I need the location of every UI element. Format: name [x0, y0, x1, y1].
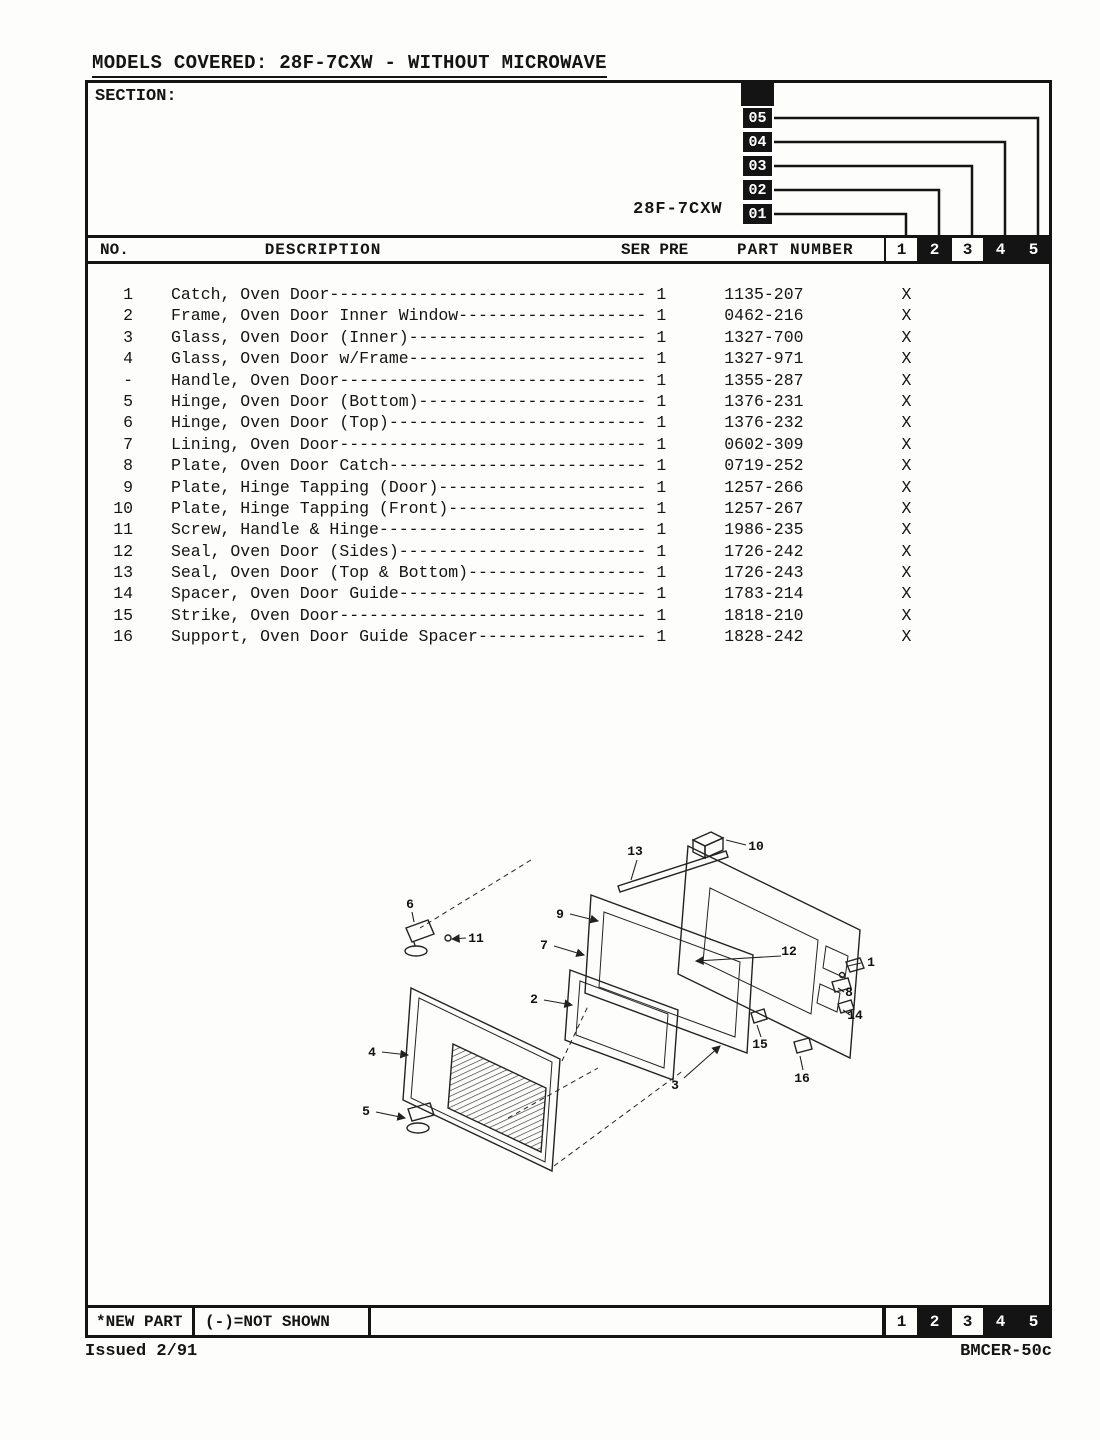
row-description: Glass, Oven Door w/Frame------------------------: [171, 349, 647, 369]
row-mark: [1022, 284, 1055, 305]
row-mark: [923, 626, 956, 647]
callout-3: 3: [671, 1078, 679, 1093]
row-no: 10: [113, 498, 133, 518]
row-mark: [989, 434, 1022, 455]
row-part-number: 0719-252: [724, 456, 804, 476]
row-mark: [1022, 605, 1055, 626]
row-part-number: 0602-309: [724, 434, 804, 454]
row-part-number: 1327-971: [724, 349, 804, 369]
row-marks: [890, 541, 1055, 562]
row-mark: [923, 562, 956, 583]
row-qty: 1: [656, 285, 667, 304]
table-row: [88, 391, 1049, 412]
table-row: [88, 477, 1049, 498]
row-mark: [1022, 626, 1055, 647]
row-part-number: 1986-235: [724, 520, 804, 540]
row-mark: [1022, 477, 1055, 498]
row-no: 14: [113, 584, 133, 604]
row-mark: [956, 370, 989, 391]
row-qty: 1: [656, 370, 667, 390]
row-mark: [989, 583, 1022, 604]
row-mark: X: [901, 584, 912, 604]
row-qty: 1: [656, 306, 667, 326]
exploded-diagram: [348, 818, 918, 1198]
row-mark: [989, 348, 1022, 369]
row-description: Seal, Oven Door (Top & Bottom)------------------: [171, 563, 647, 583]
row-mark: [956, 583, 989, 604]
row-no: 12: [113, 541, 133, 561]
row-mark: [1022, 455, 1055, 476]
row-part-number: 1327-700: [724, 327, 804, 347]
row-mark: [989, 370, 1022, 391]
row-mark: [989, 305, 1022, 326]
row-marks: [890, 519, 1055, 540]
callout-16: 16: [794, 1071, 810, 1086]
row-mark: [923, 305, 956, 326]
row-part-number: 1726-242: [724, 541, 804, 561]
footer-bar: [88, 1305, 1049, 1335]
row-marks: [890, 391, 1055, 412]
row-no: 8: [123, 456, 133, 476]
row-part-number: 1257-266: [724, 477, 804, 497]
table-row: [88, 305, 1049, 326]
row-mark: X: [901, 306, 912, 326]
footer-empty-cell: [371, 1308, 884, 1335]
not-shown-legend: (-)=NOT SHOWN: [195, 1308, 371, 1335]
footer-column-box-4: 4: [983, 1308, 1016, 1335]
parts-table-rows: [88, 284, 1049, 648]
row-marks: [890, 434, 1055, 455]
row-mark: X: [901, 605, 912, 625]
row-mark: [1022, 412, 1055, 433]
row-mark: [989, 284, 1022, 305]
row-part-number: 1818-210: [724, 605, 804, 625]
row-mark: [989, 412, 1022, 433]
callout-9: 9: [556, 907, 564, 922]
row-no: 13: [113, 563, 133, 583]
row-mark: [1022, 519, 1055, 540]
table-row: [88, 348, 1049, 369]
row-marks: [890, 348, 1055, 369]
doc-code: BMCER-50c: [960, 1342, 1052, 1361]
row-mark: X: [901, 520, 912, 540]
callout-5: 5: [362, 1104, 370, 1119]
row-marks: [890, 412, 1055, 433]
row-mark: [1022, 327, 1055, 348]
callout-11: 11: [468, 931, 484, 946]
callout-14: 14: [847, 1008, 863, 1023]
row-mark: [923, 477, 956, 498]
row-mark: X: [901, 498, 912, 518]
model-code: 28F-7CXW: [633, 200, 723, 219]
row-marks: [890, 305, 1055, 326]
row-mark: [989, 477, 1022, 498]
row-part-number: 1726-243: [724, 563, 804, 583]
row-mark: [989, 626, 1022, 647]
row-mark: [923, 583, 956, 604]
row-mark: X: [901, 391, 912, 411]
row-description: Plate, Hinge Tapping (Front)--------------------: [171, 498, 647, 518]
row-description: Strike, Oven Door-------------------------------: [171, 605, 647, 625]
table-header: [88, 235, 1049, 264]
row-part-number: 1828-242: [724, 627, 804, 647]
new-part-legend: *NEW PART: [88, 1308, 195, 1335]
row-mark: X: [901, 434, 912, 454]
row-mark: [989, 498, 1022, 519]
footer-column-box-2: 2: [917, 1308, 950, 1335]
row-mark: [989, 541, 1022, 562]
row-description: Hinge, Oven Door (Bottom)-----------------------: [171, 391, 647, 411]
issued-date: Issued 2/91: [85, 1342, 198, 1361]
section-tab-01: 01: [741, 202, 774, 226]
row-part-number: 1376-232: [724, 413, 804, 433]
row-mark: X: [901, 349, 912, 369]
row-mark: X: [901, 327, 912, 347]
row-qty: 1: [656, 349, 667, 369]
row-mark: X: [901, 370, 912, 390]
column-box-4: 4: [983, 238, 1016, 261]
row-part-number: 1355-287: [724, 370, 804, 390]
table-row: [88, 455, 1049, 476]
row-description: Frame, Oven Door Inner Window-------------------: [171, 306, 647, 326]
row-mark: [1022, 305, 1055, 326]
row-no: 7: [123, 434, 133, 454]
row-marks: [890, 327, 1055, 348]
table-row: [88, 541, 1049, 562]
row-mark: X: [901, 456, 912, 476]
row-marks: [890, 605, 1055, 626]
row-mark: [989, 562, 1022, 583]
footer-column-box-1: 1: [884, 1308, 917, 1335]
table-row: [88, 562, 1049, 583]
row-no: 6: [123, 413, 133, 433]
row-mark: [1022, 434, 1055, 455]
section-tabs: [741, 83, 774, 226]
callout-2: 2: [530, 992, 538, 1007]
row-mark: X: [901, 285, 912, 304]
row-description: Support, Oven Door Guide Spacer-----------------: [171, 627, 647, 647]
row-qty: 1: [656, 434, 667, 454]
row-mark: [956, 519, 989, 540]
row-qty: 1: [656, 563, 667, 583]
row-qty: 1: [656, 627, 667, 647]
row-description: Screw, Handle & Hinge---------------------------: [171, 520, 647, 540]
row-qty: 1: [656, 605, 667, 625]
row-mark: X: [901, 563, 912, 583]
section-tab-02: 02: [741, 178, 774, 202]
row-mark: [989, 327, 1022, 348]
row-mark: [956, 412, 989, 433]
table-row: [88, 284, 1049, 305]
row-mark: [989, 519, 1022, 540]
row-description: Seal, Oven Door (Sides)-------------------------: [171, 541, 647, 561]
row-mark: [956, 305, 989, 326]
table-row: [88, 434, 1049, 455]
section-bracket-lines: [88, 83, 1055, 235]
footer-column-box-3: 3: [950, 1308, 983, 1335]
row-description: Glass, Oven Door (Inner)------------------------: [171, 327, 647, 347]
row-mark: [1022, 583, 1055, 604]
header-column-boxes: [884, 238, 1049, 261]
row-mark: [1022, 498, 1055, 519]
row-marks: [890, 562, 1055, 583]
row-description: Hinge, Oven Door (Top)--------------------------: [171, 413, 647, 433]
table-row: [88, 519, 1049, 540]
row-no: 1: [123, 285, 133, 304]
section-tab-05: 05: [741, 106, 774, 130]
header-part-number: PART NUMBER: [737, 241, 854, 259]
row-mark: [923, 412, 956, 433]
row-mark: [956, 541, 989, 562]
section-tab-03: 03: [741, 154, 774, 178]
row-mark: [956, 391, 989, 412]
row-no: 4: [123, 349, 133, 369]
section-tab-solid-block: [741, 83, 774, 106]
row-mark: [923, 327, 956, 348]
callout-8: 8: [845, 985, 853, 1000]
column-box-1: 1: [884, 238, 917, 261]
row-mark: [1022, 348, 1055, 369]
row-no: 9: [123, 477, 133, 497]
row-marks: [890, 284, 1055, 305]
row-description: Plate, Hinge Tapping (Door)---------------------: [171, 477, 647, 497]
row-mark: [956, 455, 989, 476]
row-marks: [890, 455, 1055, 476]
row-mark: [1022, 370, 1055, 391]
table-row: [88, 605, 1049, 626]
row-description: Handle, Oven Door-------------------------------: [171, 370, 647, 390]
row-marks: [890, 370, 1055, 391]
section-tab-04: 04: [741, 130, 774, 154]
callout-12: 12: [781, 944, 797, 959]
row-marks: [890, 477, 1055, 498]
row-description: Spacer, Oven Door Guide-------------------------: [171, 584, 647, 604]
callout-4: 4: [368, 1045, 376, 1060]
row-no: -: [123, 370, 133, 390]
row-mark: [956, 626, 989, 647]
row-mark: [956, 605, 989, 626]
row-mark: [923, 391, 956, 412]
table-row: [88, 370, 1049, 391]
table-row: [88, 583, 1049, 604]
row-mark: [923, 434, 956, 455]
callout-1: 1: [867, 955, 875, 970]
row-mark: [923, 370, 956, 391]
table-row: [88, 498, 1049, 519]
row-mark: X: [901, 627, 912, 647]
row-mark: [989, 391, 1022, 412]
row-mark: [956, 562, 989, 583]
row-no: 11: [113, 520, 133, 540]
row-qty: 1: [656, 520, 667, 540]
row-qty: 1: [656, 477, 667, 497]
column-box-5: 5: [1016, 238, 1049, 261]
row-mark: [1022, 391, 1055, 412]
callout-15: 15: [752, 1037, 768, 1052]
column-box-3: 3: [950, 238, 983, 261]
row-mark: [956, 477, 989, 498]
row-mark: X: [901, 541, 912, 561]
row-no: 3: [123, 327, 133, 347]
row-mark: [923, 605, 956, 626]
row-marks: [890, 626, 1055, 647]
row-mark: [989, 455, 1022, 476]
models-covered-title: MODELS COVERED: 28F-7CXW - WITHOUT MICROWAVE: [92, 52, 607, 78]
row-mark: [1022, 541, 1055, 562]
section-label: SECTION:: [95, 87, 177, 106]
row-qty: 1: [656, 498, 667, 518]
row-mark: [956, 434, 989, 455]
callout-10: 10: [748, 839, 764, 854]
row-mark: [1022, 562, 1055, 583]
row-mark: [956, 498, 989, 519]
row-mark: [923, 519, 956, 540]
row-qty: 1: [656, 413, 667, 433]
row-part-number: 1376-231: [724, 391, 804, 411]
row-marks: [890, 498, 1055, 519]
header-ser-pre: SER PRE: [621, 241, 689, 259]
row-mark: [956, 284, 989, 305]
row-qty: 1: [656, 584, 667, 604]
row-part-number: 1257-267: [724, 498, 804, 518]
row-marks: [890, 583, 1055, 604]
table-row: [88, 412, 1049, 433]
row-no: 5: [123, 391, 133, 411]
row-qty: 1: [656, 456, 667, 476]
row-part-number: 1783-214: [724, 584, 804, 604]
row-no: 16: [113, 627, 133, 647]
footer-column-boxes: [884, 1308, 1049, 1335]
row-part-number: 1135-207: [724, 285, 804, 304]
row-description: Plate, Oven Door Catch--------------------------: [171, 456, 647, 476]
main-content-box: [85, 80, 1052, 1338]
table-row: [88, 626, 1049, 647]
row-mark: [923, 348, 956, 369]
row-qty: 1: [656, 327, 667, 347]
header-no: NO.: [100, 241, 129, 259]
row-no: 2: [123, 306, 133, 326]
column-box-2: 2: [917, 238, 950, 261]
row-mark: [923, 284, 956, 305]
row-description: Catch, Oven Door--------------------------------: [171, 285, 647, 304]
row-mark: [956, 327, 989, 348]
row-qty: 1: [656, 541, 667, 561]
footer-column-box-5: 5: [1016, 1308, 1049, 1335]
row-mark: [923, 455, 956, 476]
header-description: DESCRIPTION: [264, 241, 382, 259]
row-mark: X: [901, 477, 912, 497]
row-no: 15: [113, 605, 133, 625]
row-mark: [923, 541, 956, 562]
row-mark: [923, 498, 956, 519]
callout-7: 7: [540, 938, 548, 953]
row-description: Lining, Oven Door-------------------------------: [171, 434, 647, 454]
row-mark: [956, 348, 989, 369]
row-part-number: 0462-216: [724, 306, 804, 326]
callout-13: 13: [627, 844, 643, 859]
row-qty: 1: [656, 391, 667, 411]
table-row: [88, 327, 1049, 348]
row-mark: X: [901, 413, 912, 433]
callout-6: 6: [406, 897, 414, 912]
row-mark: [989, 605, 1022, 626]
